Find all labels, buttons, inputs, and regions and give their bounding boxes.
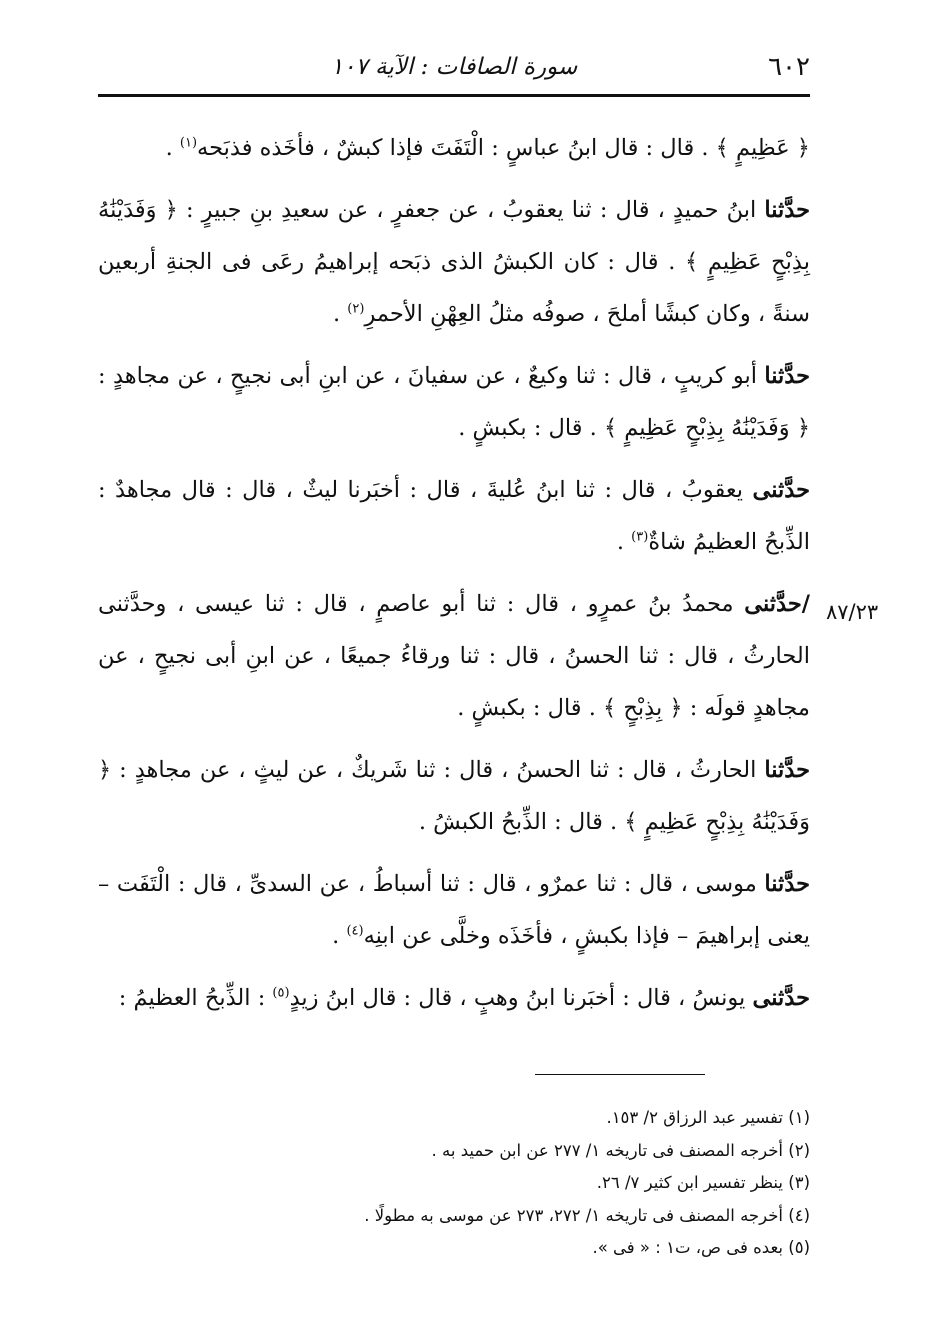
page-number: ٦٠٢ [768,52,810,82]
paragraph-text: الحارثُ ، قال : ثنا الحسنُ ، قال : ثنا شَريكٌ ، عن ليثٍ ، عن مجاهدٍ : ﴿ وَفَدَيْنَٰهُ بِذِبْحٍ عَظِيمٍ ﴾ . قال : الذِّبحُ الكبشُ . [98,757,810,835]
paragraph-text: محمدُ بنُ عمرٍو ، قال : ثنا أبو عاصمٍ ، قال : ثنا عيسى ، وحدَّثنى الحارثُ ، قال : ثنا الحسنُ ، قال : ثنا ورقاءُ جميعًا ، عن ابنِ أبى نجيحٍ ، عن مجاهدٍ قولَه : ﴿ بِذِبْحٍ ﴾ . قال : بكبشٍ . [98,591,810,721]
paragraph-8 [98,972,810,1024]
running-title: سورة الصافات : الآية ١٠٧ [330,54,578,80]
paragraph-tail: . [332,923,347,949]
paragraph-tail: . [165,135,180,161]
margin-reference: ٨٧/٢٣ [826,600,879,624]
footnote-ref: (٣) [631,529,649,545]
narration-lead: حدَّثنا [764,197,810,223]
page-header [98,48,810,90]
paragraph-text: ﴿ عَظِيمٍ ﴾ . قال : قال ابنُ عباسٍ : الْتَفَتَ فإذا كبشٌ ، فأخَذه فذبَحه [197,135,810,161]
narration-lead: حدَّثنى [752,985,810,1011]
paragraph-tail: . [332,301,348,327]
footnote-ref: (١) [179,135,198,151]
narration-lead: حدَّثنا [764,871,810,897]
paragraph-7 [98,858,810,962]
footnote-ref: (٥) [272,985,290,1001]
narration-lead: /حدَّثنى [744,591,810,617]
paragraph-1 [98,122,810,174]
paragraph-4 [98,464,810,568]
footnotes [300,1102,810,1265]
paragraph-text: ابنُ حميدٍ ، قال : ثنا يعقوبُ ، عن جعفرٍ ، عن سعيدِ بنِ جبيرٍ : ﴿ وَفَدَيْنَٰهُ بِذِبْحٍ عَظِيمٍ ﴾ . قال : كان الكبشُ الذى ذبَحه إبراهيمُ رعَى فى الجنةِ أربعين سنةً ، وكان كبشًا أملحَ ، صوفُه مثلُ العِهْنِ الأحمرِ [98,197,810,327]
narration-lead: حدَّثنا [764,363,810,389]
paragraph-5 [98,578,810,734]
paragraph-3 [98,350,810,454]
header-rule [98,94,810,97]
footnote-ref: (٤) [346,923,364,939]
body-text [98,122,810,1034]
paragraph-tail: . [616,529,632,555]
footnote-ref: (٢) [347,301,365,317]
footnote-3: (٣) ينظر تفسير ابن كثير ٧/ ٢٦. [596,1173,810,1192]
footnote-1: (١) تفسير عبد الرزاق ٢/ ١٥٣. [606,1108,810,1127]
paragraph-text: يونسُ ، قال : أخبَرنا ابنُ وهبٍ ، قال : قال ابنُ زيدٍ [289,985,753,1011]
footnote-rule [535,1074,705,1075]
footnote-5: (٥) بعده فى ص، ت١ : « فى ». [592,1238,810,1257]
narration-lead: حدَّثنا [764,757,810,783]
narration-lead: حدَّثنى [752,477,810,503]
paragraph-2 [98,184,810,340]
footnote-4: (٤) أخرجه المصنف فى تاريخه ١/ ٢٧٢، ٢٧٣ عن موسى به مطولًا . [364,1205,810,1225]
paragraph-text: يعقوبُ ، قال : ثنا ابنُ عُليةَ ، قال : أخبَرنا ليثٌ ، قال : قال مجاهدٌ : الذِّبحُ العظيمُ شاةٌ [98,477,810,555]
paragraph-text: أبو كريبٍ ، قال : ثنا وكيعٌ ، عن سفيانَ ، عن ابنِ أبى نجيحٍ ، عن مجاهدٍ : ﴿ وَفَدَيْنَٰهُ بِذِبْحٍ عَظِيمٍ ﴾ . قال : بكبشٍ . [98,363,810,441]
paragraph-6 [98,744,810,848]
paragraph-text: موسى ، قال : ثنا عمرٌو ، قال : ثنا أسباطُ ، عن السدىِّ ، قال : الْتَفَت – يعنى إبراهيمَ – فإذا بكبشٍ ، فأخَذَه وخلَّى عن ابنِه [98,871,810,949]
paragraph-tail: : الذِّبحُ العظيمُ : [118,985,273,1011]
footnote-2: (٢) أخرجه المصنف فى تاريخه ١/ ٢٧٧ عن ابن حميد به . [431,1140,810,1160]
